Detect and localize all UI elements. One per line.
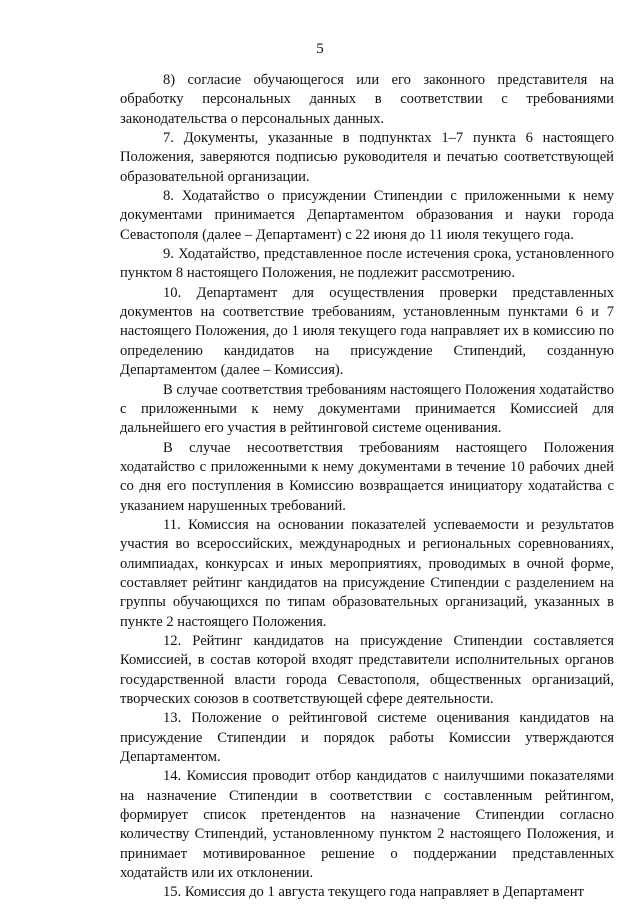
paragraph-9: 9. Ходатайство, представленное после истечения срока, установленного пунктом 8 настоящего Положения, не подлежит рассмотрению.: [120, 246, 614, 282]
paragraph-14: 14. Комиссия проводит отбор кандидатов с наилучшими показателями на назначение Стипендии в соответствии с составленным рейтингом, формирует список претендентов на назначение Стипендии согласно количеству Стипендий, установленному пунктом 2 настоящего Положения, и принимает мотивированное решение о поддержании представленных ходатайств или их отклонении.: [120, 768, 614, 882]
paragraph-12: 12. Рейтинг кандидатов на присуждение Стипендии составляется Комиссией, в состав которой входят представители исполнительных органов государственной власти города Севастополя, общественных организаций, творческих союзов в соответствующей сфере деятельности.: [120, 632, 614, 707]
paragraph-15: 15. Комиссия до 1 августа текущего года направляет в Департамент: [163, 884, 584, 901]
document-body: [120, 71, 614, 903]
paragraph-10-noncompliance: В случае несоответствия требованиям настоящего Положения ходатайство с приложенными к нему документами в течение 10 рабочих дней со дня его поступления в Комиссию возвращается инициатору ходатайства с указанием нарушенных требований.: [120, 439, 614, 514]
paragraph-11: 11. Комиссия на основании показателей успеваемости и результатов участия во всероссийских, международных и региональных соревнованиях, олимпиадах, конкурсах и иных мероприятиях, проводимых в очной форме, составляет рейтинг кандидатов на присуждение Стипендии с разделением на группы обучающихся по типам образовательных организаций, указанных в пункте 2 настоящего Положения.: [120, 516, 614, 630]
paragraph-consent: 8) согласие обучающегося или его законного представителя на обработку персональных данных в соответствии с требованиями законодательства о персональных данных.: [120, 72, 614, 127]
paragraph-7: 7. Документы, указанные в подпунктах 1–7 пункта 6 настоящего Положения, заверяются подписью руководителя и печатью соответствующей образовательной организации.: [120, 130, 614, 185]
page-number: 5: [316, 41, 324, 57]
paragraph-10-compliance: В случае соответствия требованиям настоящего Положения ходатайство с приложенными к нему документами принимается Комиссией для дальнейшего его участия в рейтинговой системе оценивания.: [120, 381, 614, 437]
paragraph-13: 13. Положение о рейтинговой системе оценивания кандидатов на присуждение Стипендии и порядок работы Комиссии утверждаются Департаментом.: [120, 710, 614, 766]
paragraph-10: 10. Департамент для осуществления проверки представленных документов на соответствие требованиям, установленным пунктами 6 и 7 настоящего Положения, до 1 июля текущего года направляет их в комиссию по определению кандидатов на присуждение Стипендий, созданную Департаментом (далее – Комиссия).: [120, 284, 614, 379]
paragraph-8: 8. Ходатайство о присуждении Стипендии с приложенными к нему документами принимается Департаментом образования и науки города Севастополя (далее – Департамент) с 22 июня до 11 июля текущего года.: [120, 188, 614, 243]
